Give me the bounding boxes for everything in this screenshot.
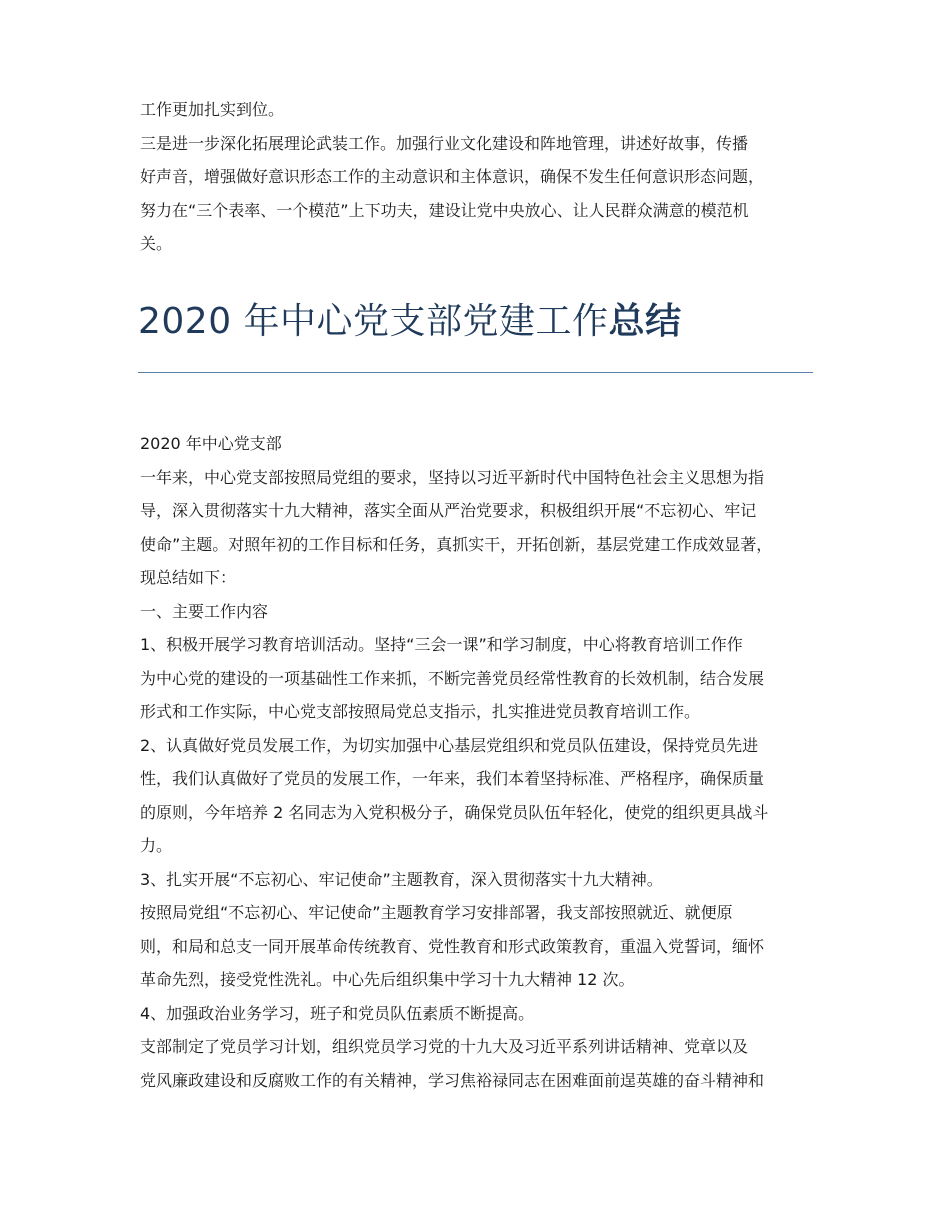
text-line: 性，我们认真做好了党员的发展工作，一年来，我们本着坚持标准、严格程序，确保质量 [140, 769, 765, 788]
text-line: 工作更加扎实到位。 [140, 100, 285, 119]
title-bold: 总结 [608, 301, 682, 342]
text-line: 关。 [140, 234, 173, 253]
text-line: 为中心党的建设的一项基础性工作来抓，不断完善党员经常性教育的长效机制，结合发展 [140, 668, 765, 688]
text-line: 1、积极开展学习教育培训活动。坚持“三会一课”和学习制度，中心将教育培训工作作 [140, 635, 743, 654]
text-line: 3、扎实开展“不忘初心、牢记使命”主题教育，深入贯彻落实十九大精神。 [140, 869, 663, 889]
text-line: 导，深入贯彻落实十九大精神，落实全面从严治党要求，积极组织开展“不忘初心、牢记 [140, 501, 757, 520]
text-line: 三是进一步深化拓展理论武装工作。加强行业文化建设和阵地管理，讲述好故事，传播 [140, 133, 749, 153]
text-line: 党风廉政建设和反腐败工作的有关精神，学习焦裕禄同志在困难面前逞英雄的奋斗精神和 [140, 1070, 765, 1090]
text-line: 按照局党组“不忘初心、牢记使命”主题教育学习安排部署，我支部按照就近、就便原 [140, 903, 733, 922]
text-line: 革命先烈，接受党性洗礼。中心先后组织集中学习十九大精神 12 次。 [140, 970, 635, 989]
body-text [140, 427, 820, 1097]
text-line: 4、加强政治业务学习，班子和党员队伍素质不断提高。 [140, 1003, 535, 1023]
text-line: 好声音，增强做好意识形态工作的主动意识和主体意识，确保不发生任何意识形态问题， [140, 167, 765, 186]
text-line: 现总结如下： [140, 568, 237, 587]
text-line: 形式和工作实际，中心党支部按照局党总支指示，扎实推进党员教育培训工作。 [140, 702, 701, 721]
text-line: 力。 [140, 836, 173, 855]
text-line: 2020 年中心党支部 [140, 434, 282, 453]
text-line: 一年来，中心党支部按照局党组的要求，坚持以习近平新时代中国特色社会主义思想为指 [140, 467, 765, 487]
text-line: 支部制定了党员学习计划，组织党员学习党的十九大及习近平系列讲话精神、党章以及 [140, 1037, 749, 1056]
text-line: 则，和局和总支一同开展革命传统教育、党性教育和形式政策教育，重温入党誓词，缅怀 [140, 936, 765, 956]
text-line: 努力在“三个表率、一个模范”上下功夫，建设让党中央放心、让人民群众满意的模范机 [140, 200, 749, 220]
top-paragraphs [140, 93, 820, 261]
section-heading: 一、主要工作内容 [140, 601, 269, 621]
title-regular: 2020 年中心党支部党建工作 [138, 301, 609, 342]
title-divider [138, 372, 813, 373]
document-title [138, 294, 682, 350]
text-line: 2、认真做好党员发展工作，为切实加强中心基层党组织和党员队伍建设，保持党员先进 [140, 735, 759, 755]
text-line: 的原则，今年培养 2 名同志为入党积极分子，确保党员队伍年轻化，使党的组织更具战斗 [140, 802, 769, 822]
text-line: 使命”主题。对照年初的工作目标和任务，真抓实干，开拓创新，基层党建工作成效显著， [140, 534, 773, 554]
